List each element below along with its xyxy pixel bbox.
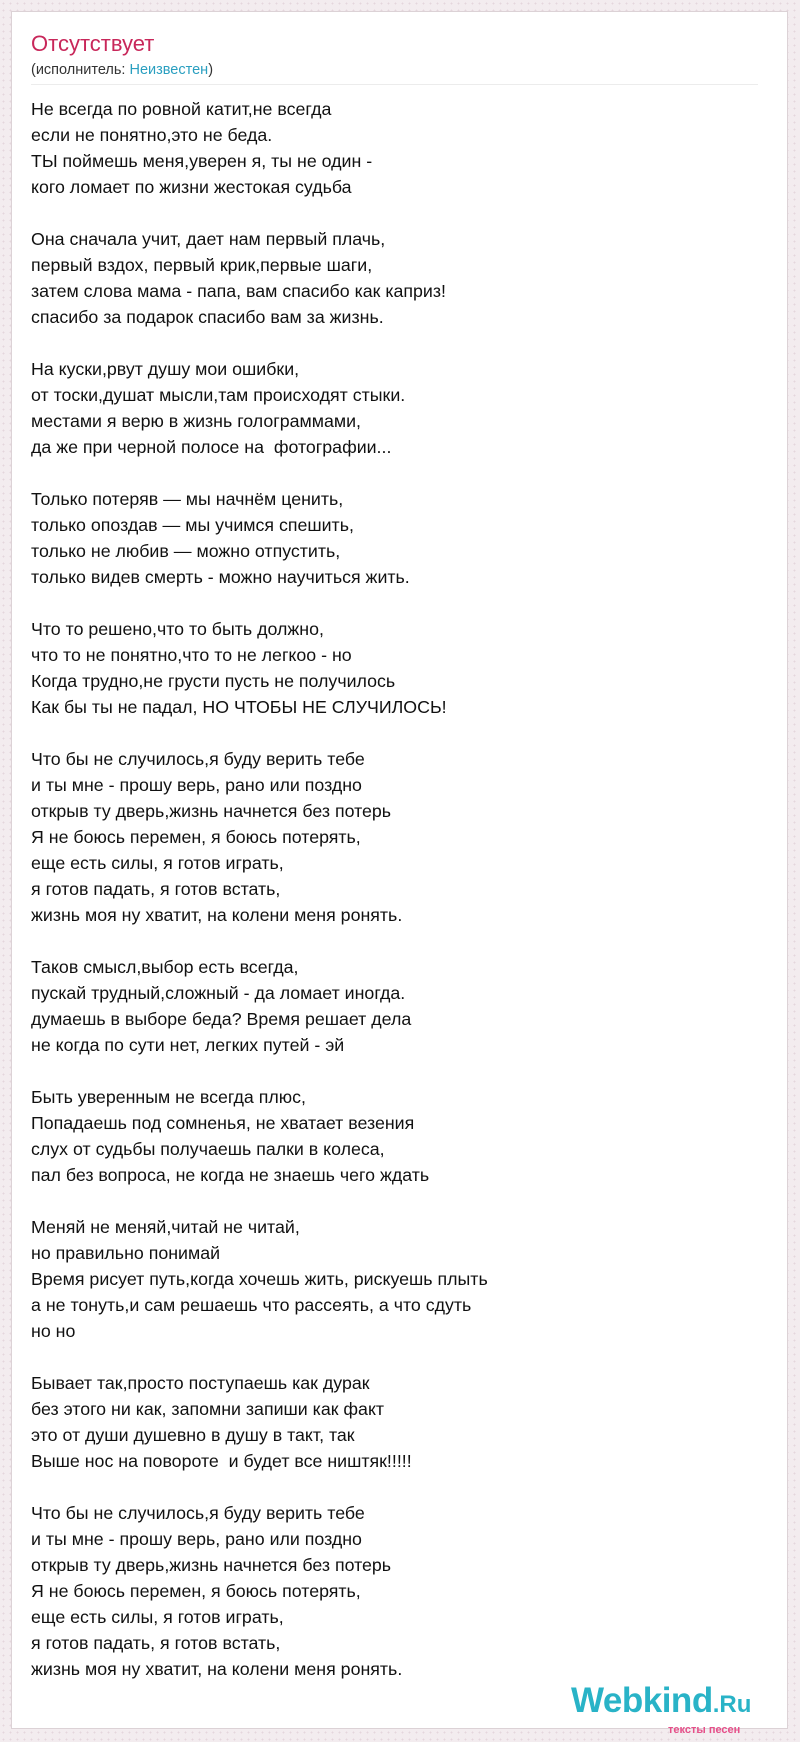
lyrics-line: пал без вопроса, не когда не знаешь чего ждать [31, 1165, 430, 1185]
lyrics-stanza [31, 1370, 488, 1474]
lyrics-line: Как бы ты не падал, НО ЧТОБЫ НЕ СЛУЧИЛОСЬ! [31, 697, 447, 717]
lyrics-line: жизнь моя ну хватит, на колени меня ронять. [31, 905, 403, 925]
logo-tld-text: .Ru [712, 1691, 752, 1718]
lyrics-line: затем слова мама - папа, вам спасибо как каприз! [31, 281, 446, 301]
lyrics-line: думаешь в выборе беда? Время решает дела [31, 1009, 412, 1029]
logo-subtitle: тексты песен [668, 1724, 741, 1736]
lyrics-line: только видев смерть - можно научиться жить. [31, 567, 410, 587]
lyrics-line: но но [31, 1321, 76, 1341]
lyrics-stanza [31, 226, 488, 330]
lyrics-line: Таков смысл,выбор есть всегда, [31, 957, 299, 977]
lyrics-line: Я не боюсь перемен, я боюсь потерять, [31, 1581, 361, 1601]
lyrics-line: спасибо за подарок спасибо вам за жизнь. [31, 307, 384, 327]
lyrics-line: я готов падать, я готов встать, [31, 1633, 281, 1653]
lyrics-line: от тоски,душат мысли,там происходят стыки. [31, 385, 406, 405]
lyrics-stanza [31, 746, 488, 928]
lyrics-line: местами я верю в жизнь голограммами, [31, 411, 361, 431]
lyrics-line: я готов падать, я готов встать, [31, 879, 281, 899]
lyrics-line: первый вздох, первый крик,первые шаги, [31, 255, 373, 275]
lyrics-stanza [31, 1214, 488, 1344]
lyrics-line: еще есть силы, я готов играть, [31, 1607, 284, 1627]
lyrics-line: без этого ни как, запомни запиши как факт [31, 1399, 385, 1419]
lyrics-line: пускай трудный,сложный - да ломает иногда. [31, 983, 406, 1003]
artist-line [31, 62, 213, 78]
lyrics-line: слух от судьбы получаешь палки в колеса, [31, 1139, 385, 1159]
lyrics-line: открыв ту дверь,жизнь начнется без потерь [31, 801, 392, 821]
song-title: Отсутствует [31, 31, 155, 56]
lyrics-stanza [31, 954, 488, 1058]
lyrics-line: это от души душевно в душу в такт, так [31, 1425, 355, 1445]
lyrics-line: только опоздав — мы учимся спешить, [31, 515, 354, 535]
lyrics-line: Что бы не случилось,я буду верить тебе [31, 749, 365, 769]
lyrics-stanza [31, 1084, 488, 1188]
lyrics-line: Я не боюсь перемен, я боюсь потерять, [31, 827, 361, 847]
site-logo[interactable] [571, 1681, 751, 1721]
artist-link[interactable]: Неизвестен [129, 62, 209, 78]
lyrics-line: Бывает так,просто поступаешь как дурак [31, 1373, 370, 1393]
lyrics-line: что то не понятно,что то не легкоо - но [31, 645, 352, 665]
lyrics-line: Что бы не случилось,я буду верить тебе [31, 1503, 365, 1523]
lyrics-line: Время рисует путь,когда хочешь жить, рискуешь плыть [31, 1269, 488, 1289]
lyrics-line: только не любив — можно отпустить, [31, 541, 341, 561]
logo-main-text: Webkind [571, 1681, 713, 1720]
lyrics-line: если не понятно,это не беда. [31, 125, 273, 145]
lyrics-line: ТЫ поймешь меня,уверен я, ты не один - [31, 151, 373, 171]
lyrics-line: Выше нос на повороте и будет все ништяк!!!!! [31, 1451, 412, 1471]
lyrics-line: Попадаешь под сомненья, не хватает везения [31, 1113, 415, 1133]
lyrics-body [31, 96, 488, 1682]
lyrics-stanza [31, 616, 488, 720]
lyrics-line: открыв ту дверь,жизнь начнется без потерь [31, 1555, 392, 1575]
lyrics-line: Что то решено,что то быть должно, [31, 619, 324, 639]
lyrics-line: не когда по сути нет, легких путей - эй [31, 1035, 345, 1055]
lyrics-stanza [31, 356, 488, 460]
lyrics-line: жизнь моя ну хватит, на колени меня ронять. [31, 1659, 403, 1679]
lyrics-stanza [31, 96, 488, 200]
lyrics-line: На куски,рвут душу мои ошибки, [31, 359, 300, 379]
lyrics-line: а не тонуть,и сам решаешь что рассеять, а что сдуть [31, 1295, 472, 1315]
artist-prefix: (исполнитель: [31, 62, 130, 78]
lyrics-line: но правильно понимай [31, 1243, 221, 1263]
artist-suffix: ) [208, 62, 214, 78]
lyrics-line: еще есть силы, я готов играть, [31, 853, 284, 873]
lyrics-stanza [31, 1500, 488, 1682]
divider [31, 84, 758, 85]
lyrics-line: Меняй не меняй,читай не читай, [31, 1217, 300, 1237]
lyrics-line: да же при черной полосе на фотографии... [31, 437, 392, 457]
lyrics-stanza [31, 486, 488, 590]
lyrics-line: Она сначала учит, дает нам первый плачь, [31, 229, 386, 249]
lyrics-line: Не всегда по ровной катит,не всегда [31, 99, 332, 119]
lyrics-line: Когда трудно,не грусти пусть не получилось [31, 671, 396, 691]
lyrics-line: и ты мне - прошу верь, рано или поздно [31, 775, 362, 795]
lyrics-line: и ты мне - прошу верь, рано или поздно [31, 1529, 362, 1549]
lyrics-line: Быть уверенным не всегда плюс, [31, 1087, 306, 1107]
lyrics-line: кого ломает по жизни жестокая судьба [31, 177, 352, 197]
lyrics-line: Только потеряв — мы начнём ценить, [31, 489, 344, 509]
